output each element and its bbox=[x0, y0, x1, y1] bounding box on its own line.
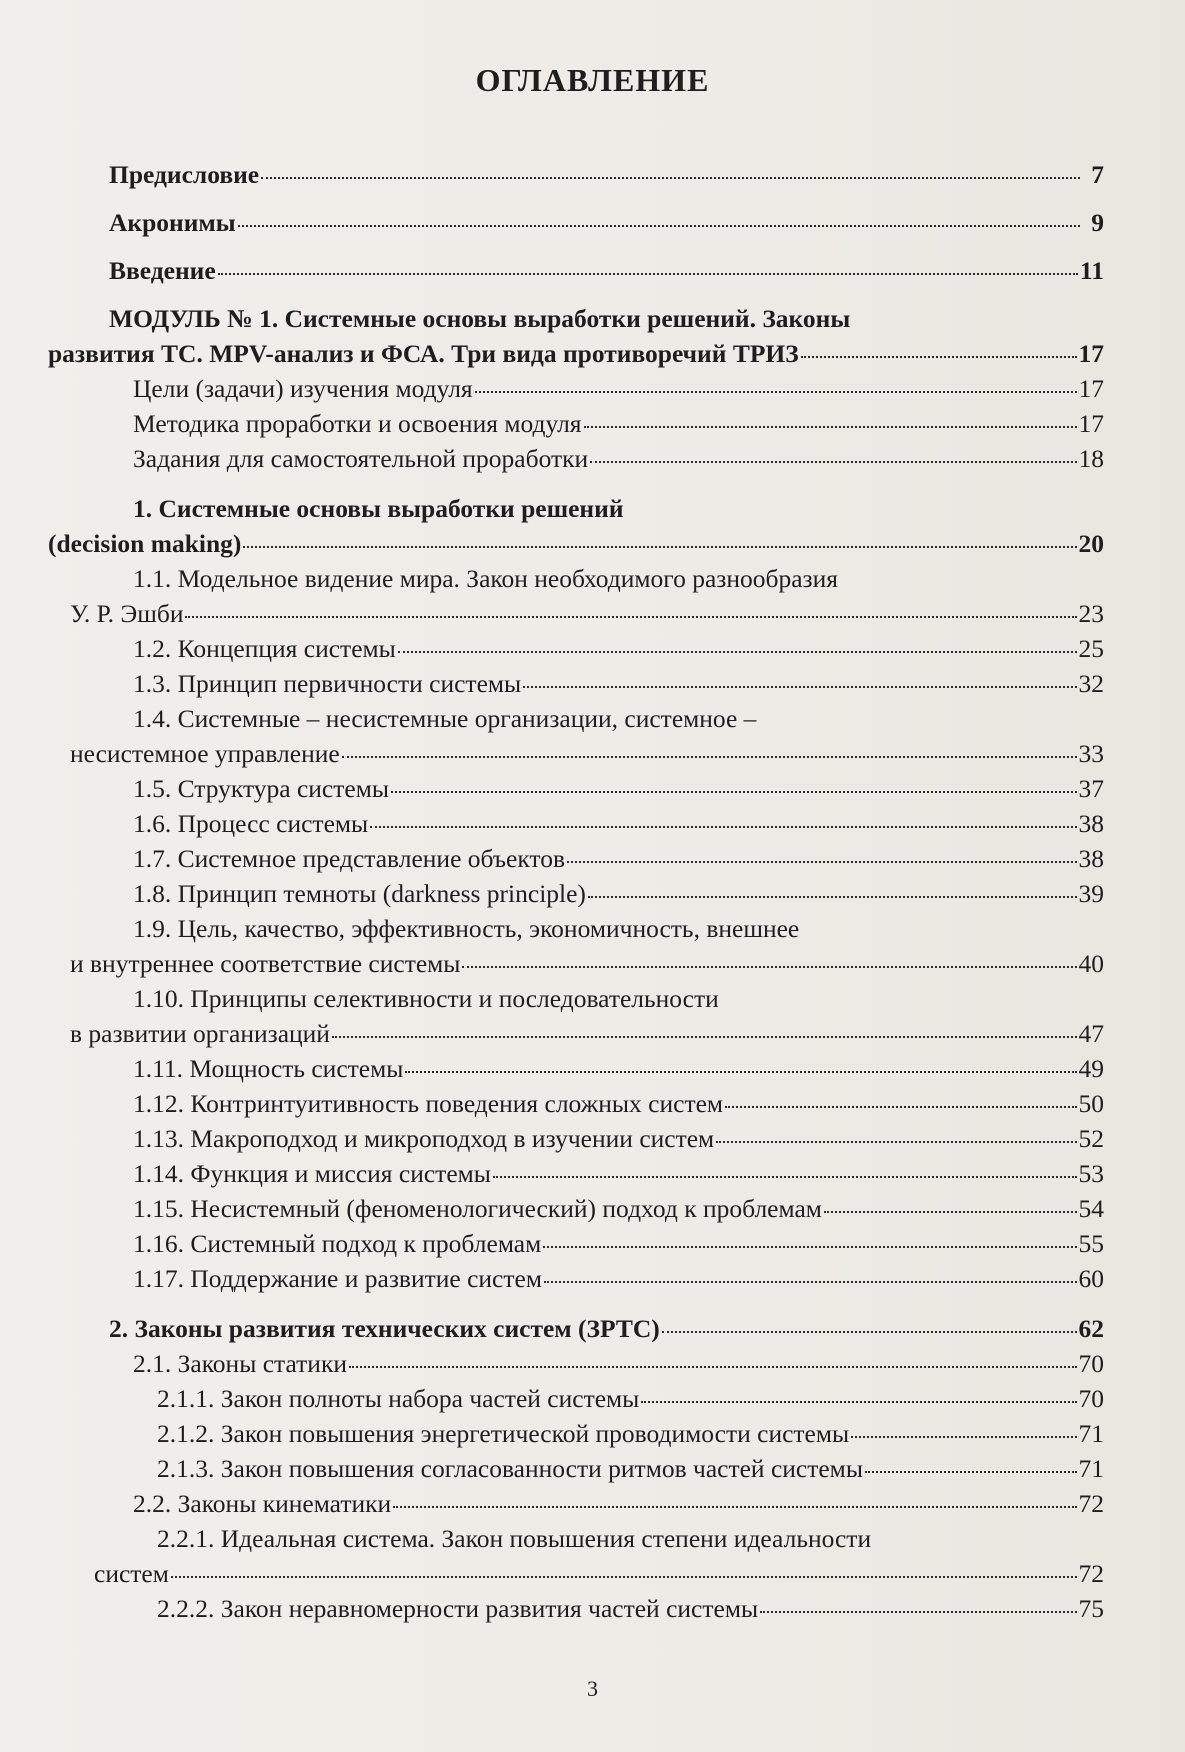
leader-dots bbox=[865, 1471, 1077, 1473]
toc-entry-title: Акронимы bbox=[109, 208, 236, 237]
leader-dots bbox=[716, 1141, 1076, 1143]
toc-entry-page: 49 bbox=[1078, 1054, 1104, 1083]
toc-entry-page: 71 bbox=[1078, 1454, 1104, 1483]
leader-dots bbox=[462, 966, 1076, 968]
toc-entry bbox=[157, 1452, 1104, 1486]
toc-entry-title: Задания для самостоятельной проработки bbox=[133, 444, 589, 473]
toc-entry-title: и внутреннее соответствие системы bbox=[70, 949, 461, 978]
toc-entry-title: 1.16. Системный подход к проблемам bbox=[133, 1229, 542, 1258]
toc-entry-page: 62 bbox=[1078, 1314, 1104, 1343]
toc-entry bbox=[133, 772, 1104, 806]
leader-dots bbox=[349, 1366, 1077, 1368]
toc-entry bbox=[94, 1557, 1104, 1591]
toc-entry-page: 37 bbox=[1078, 774, 1104, 803]
toc-entry-title: 2.1.2. Закон повышения энергетической проводимости системы bbox=[157, 1419, 850, 1448]
leader-dots bbox=[370, 826, 1076, 828]
leader-dots bbox=[185, 616, 1076, 618]
leader-dots bbox=[475, 391, 1077, 393]
leader-dots bbox=[641, 1401, 1076, 1403]
leader-dots bbox=[851, 1436, 1076, 1438]
toc-entry-title: 2.1.3. Закон повышения согласованности ритмов частей системы bbox=[157, 1454, 863, 1483]
toc-entry bbox=[157, 1417, 1104, 1451]
toc-entry-page: 17 bbox=[1078, 374, 1104, 403]
toc-entry-title: 1.7. Системное представление объектов bbox=[133, 844, 566, 873]
toc-entry-title: Цели (задачи) изучения модуля bbox=[133, 374, 473, 403]
toc-entry-page: 72 bbox=[1078, 1559, 1104, 1588]
leader-dots bbox=[261, 177, 1080, 179]
toc-entry-title: развития ТС. MPV-анализ и ФСА. Три вида противоречий ТРИЗ bbox=[48, 339, 799, 368]
toc-entry bbox=[133, 1157, 1104, 1191]
leader-dots bbox=[391, 791, 1077, 793]
leader-dots bbox=[398, 651, 1077, 653]
toc-entry-title-line1: МОДУЛЬ № 1. Системные основы выработки решений. Законы bbox=[109, 304, 851, 333]
leader-dots bbox=[243, 546, 1076, 548]
leader-dots bbox=[332, 1036, 1077, 1038]
toc-entry-page: 38 bbox=[1078, 809, 1104, 838]
toc-entry bbox=[133, 1087, 1104, 1121]
leader-dots bbox=[171, 1576, 1077, 1578]
toc-entry-page: 72 bbox=[1078, 1489, 1104, 1518]
toc-entry bbox=[157, 1382, 1104, 1416]
toc-entry bbox=[133, 1192, 1104, 1226]
toc-entry-title: 1.3. Принцип первичности системы bbox=[133, 669, 522, 698]
toc-entry-title: Введение bbox=[109, 256, 216, 285]
toc-entry-title: в развитии организаций bbox=[70, 1019, 330, 1048]
leader-dots bbox=[760, 1611, 1076, 1613]
leader-dots bbox=[567, 861, 1076, 863]
toc-entry-title: (decision making) bbox=[48, 529, 242, 558]
toc-entry-title: 1.17. Поддержание и развитие систем bbox=[133, 1264, 542, 1293]
leader-dots bbox=[238, 225, 1080, 227]
leader-dots bbox=[543, 1246, 1076, 1248]
toc-entry bbox=[70, 597, 1104, 631]
toc-entry-page: 33 bbox=[1078, 739, 1104, 768]
toc-entry-page: 32 bbox=[1078, 669, 1104, 698]
toc-entry-title: 1.13. Макроподход и микроподход в изучении систем bbox=[133, 1124, 715, 1153]
toc-entry bbox=[133, 842, 1104, 876]
toc-entry-page: 18 bbox=[1078, 444, 1104, 473]
leader-dots bbox=[662, 1331, 1077, 1333]
toc-entry bbox=[109, 158, 1104, 192]
toc-entry-page: 55 bbox=[1078, 1229, 1104, 1258]
toc-entry-page: 60 bbox=[1078, 1264, 1104, 1293]
toc-entry bbox=[133, 1122, 1104, 1156]
toc-entry-title-line1: 2.2.1. Идеальная система. Закон повышения степени идеальности bbox=[157, 1524, 872, 1553]
toc-entry-page: 7 bbox=[1091, 160, 1104, 189]
leader-dots bbox=[584, 426, 1077, 428]
toc-entry-title-line1: 1.4. Системные – несистемные организации, системное – bbox=[133, 704, 757, 733]
toc-entry bbox=[70, 737, 1104, 771]
toc-entry-page: 71 bbox=[1078, 1419, 1104, 1448]
toc-entry-page: 52 bbox=[1078, 1124, 1104, 1153]
leader-dots bbox=[218, 273, 1078, 275]
toc-entry-title-line1: 1.9. Цель, качество, эффективность, экономичность, внешнее bbox=[133, 914, 800, 943]
leader-dots bbox=[801, 356, 1077, 358]
toc-entry bbox=[133, 1227, 1104, 1261]
toc-entry-title: 1.6. Процесс системы bbox=[133, 809, 369, 838]
page-number: 3 bbox=[587, 1676, 598, 1701]
toc-entry bbox=[133, 1347, 1104, 1381]
toc-entry-title: несистемное управление bbox=[70, 739, 340, 768]
toc-entry-title: 2.1. Законы статики bbox=[133, 1349, 347, 1378]
toc-entry-page: 54 bbox=[1078, 1194, 1104, 1223]
toc-entry-page: 40 bbox=[1078, 949, 1104, 978]
toc-entry-title: Методика проработки и освоения модуля bbox=[133, 409, 582, 438]
toc-entry bbox=[133, 632, 1104, 666]
toc-entry-title: У. Р. Эшби bbox=[70, 599, 184, 628]
toc-entry-page: 70 bbox=[1078, 1384, 1104, 1413]
toc-entry-page: 50 bbox=[1078, 1089, 1104, 1118]
leader-dots bbox=[590, 461, 1076, 463]
toc-entry bbox=[133, 667, 1104, 701]
toc-entry-page: 25 bbox=[1078, 634, 1104, 663]
leader-dots bbox=[342, 756, 1077, 758]
toc-entry bbox=[109, 254, 1104, 288]
toc-entry-page: 75 bbox=[1078, 1594, 1104, 1623]
toc-entry-title: 1.11. Мощность системы bbox=[133, 1054, 404, 1083]
toc-entry-title-line1: 1.1. Модельное видение мира. Закон необходимого разнообразия bbox=[133, 564, 838, 593]
toc-entry bbox=[70, 947, 1104, 981]
toc-entry-title-line1: 1. Системные основы выработки решений bbox=[133, 494, 624, 523]
toc-entry bbox=[133, 877, 1104, 911]
leader-dots bbox=[493, 1176, 1077, 1178]
toc-entry-title: 1.14. Функция и миссия системы bbox=[133, 1159, 491, 1188]
toc-entry bbox=[48, 527, 1104, 561]
toc-entry bbox=[70, 1017, 1104, 1051]
toc-entry bbox=[133, 807, 1104, 841]
toc-entry bbox=[133, 1487, 1104, 1521]
toc-entry-title: 2. Законы развития технических систем (ЗРТС) bbox=[109, 1314, 660, 1343]
toc-entry-title: 1.8. Принцип темноты (darkness principle) bbox=[133, 879, 586, 908]
toc-entry-page: 70 bbox=[1078, 1349, 1104, 1378]
toc-entry-page: 23 bbox=[1078, 599, 1104, 628]
leader-dots bbox=[544, 1281, 1077, 1283]
toc-entry-page: 11 bbox=[1079, 256, 1104, 285]
toc-entry-page: 17 bbox=[1078, 409, 1104, 438]
toc-entry-title: Предисловие bbox=[109, 160, 260, 189]
leader-dots bbox=[824, 1211, 1077, 1213]
leader-dots bbox=[523, 686, 1076, 688]
toc-entry-page: 53 bbox=[1078, 1159, 1104, 1188]
page-title: ОГЛАВЛЕНИЕ bbox=[475, 62, 710, 98]
toc-entry-title: 2.1.1. Закон полноты набора частей системы bbox=[157, 1384, 640, 1413]
toc-entry-page: 9 bbox=[1091, 208, 1104, 237]
toc-entry bbox=[133, 407, 1104, 441]
toc-entry-title: 1.5. Структура системы bbox=[133, 774, 389, 803]
toc-entry-page: 39 bbox=[1078, 879, 1104, 908]
leader-dots bbox=[725, 1106, 1076, 1108]
toc-entry-page: 20 bbox=[1078, 529, 1104, 558]
leader-dots bbox=[588, 896, 1077, 898]
toc-entry-title: 1.12. Контринтуитивность поведения сложных систем bbox=[133, 1089, 724, 1118]
toc-entry-title-line1: 1.10. Принципы селективности и последовательности bbox=[133, 984, 719, 1013]
toc-entry bbox=[109, 1312, 1104, 1346]
toc-entry bbox=[133, 372, 1104, 406]
leader-dots bbox=[393, 1506, 1076, 1508]
toc-entry-title: 1.2. Концепция системы bbox=[133, 634, 396, 663]
toc-entry bbox=[133, 1052, 1104, 1086]
toc-entry-title: 2.2.2. Закон неравномерности развития частей системы bbox=[157, 1594, 759, 1623]
toc-entry-page: 17 bbox=[1078, 339, 1104, 368]
toc-entry-title: систем bbox=[94, 1559, 169, 1588]
leader-dots bbox=[405, 1071, 1076, 1073]
toc-entry-title: 2.2. Законы кинематики bbox=[133, 1489, 392, 1518]
toc-entry-page: 47 bbox=[1078, 1019, 1104, 1048]
toc-entry-page: 38 bbox=[1078, 844, 1104, 873]
toc-entry-title: 1.15. Несистемный (феноменологический) подход к проблемам bbox=[133, 1194, 822, 1223]
toc-entry bbox=[133, 1262, 1104, 1296]
toc-entry bbox=[48, 337, 1104, 371]
toc-entry bbox=[157, 1592, 1104, 1626]
toc-entry bbox=[133, 442, 1104, 476]
toc-entry bbox=[109, 206, 1104, 240]
